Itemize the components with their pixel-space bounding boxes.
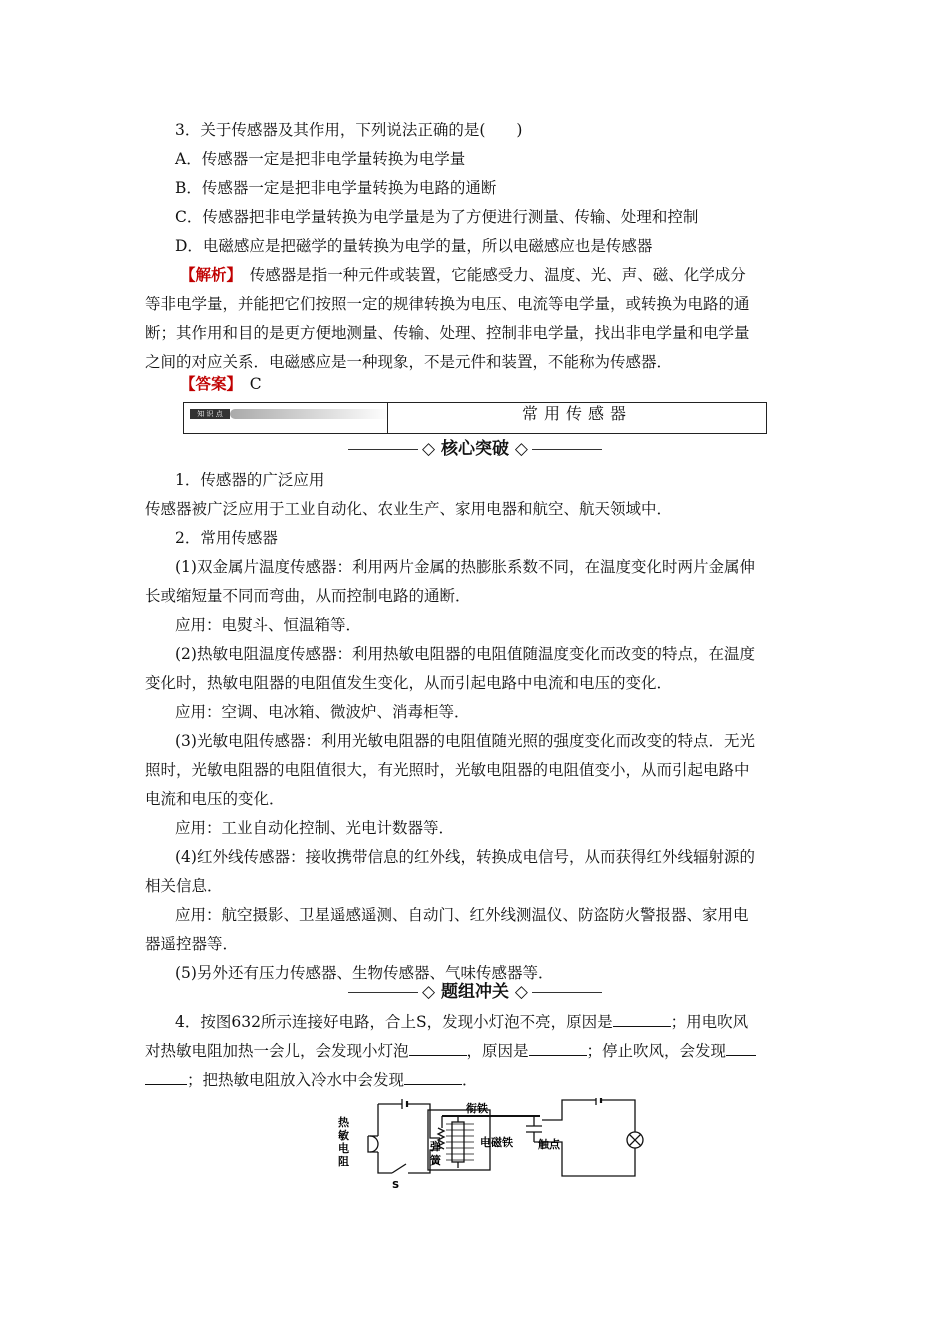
core-line: 相关信息． — [145, 877, 223, 895]
core-line: 照时，光敏电阻器的电阻值很大，有光照时，光敏电阻器的电阻值变小，从而引起电路中 — [145, 761, 750, 779]
label-contact: 触点 — [538, 1138, 560, 1151]
section-title: 核心突破 — [441, 439, 509, 459]
q4-text: ，原因是 — [466, 1042, 529, 1060]
answer-blank[interactable] — [613, 1011, 671, 1027]
core-line: (4)红外线传感器：接收携带信息的红外线，转换成电信号，从而获得红外线辐射源的 — [175, 848, 755, 866]
core-line: (2)热敏电阻温度传感器：利用热敏电阻器的电阻值随温度变化而改变的特点，在温度 — [175, 645, 755, 663]
q3-option-b: B．传感器一定是把非电学量转换为电路的通断 — [175, 179, 497, 197]
q4-text: 4．按图632所示连接好电路，合上S，发现小灯泡不亮，原因是 — [175, 1013, 613, 1031]
core-line: 传感器被广泛应用于工业自动化、农业生产、家用电器和航空、航天领域中． — [145, 500, 673, 518]
box-gap-left — [184, 431, 302, 433]
core-line: 应用：航空摄影、卫星遥感遥测、自动门、红外线测温仪、防盗防火警报器、家用电 — [175, 906, 749, 924]
label-thermistor-4: 阻 — [338, 1155, 349, 1168]
q3-analysis-line-2: 等非电学量，并能把它们按照一定的规律转换为电压、电流等电学量，或转换为电路的通 — [145, 295, 750, 313]
label-spring-1: 弹 — [430, 1140, 441, 1153]
label-thermistor-3: 电 — [338, 1142, 349, 1155]
analysis-label: 【解析】 — [180, 266, 235, 284]
core-line: 电流和电压的变化． — [145, 790, 285, 808]
header-rule-left — [348, 992, 418, 993]
q4-line-3 — [145, 1066, 805, 1095]
q4-text: ；停止吹风，会发现 — [586, 1042, 727, 1060]
q3-stem: 3．关于传感器及其作用，下列说法正确的是( ) — [175, 121, 523, 139]
core-line: (1)双金属片温度传感器：利用两片金属的热膨胀系数不同，在温度变化时两片金属伸 — [175, 558, 755, 576]
answer-blank[interactable] — [409, 1040, 467, 1056]
q3-option-d: D．电磁感应是把磁学的量转换为电学的量，所以电磁感应也是传感器 — [175, 237, 653, 255]
core-line: (5)另外还有压力传感器、生物传感器、气味传感器等． — [175, 964, 554, 982]
core-line: 器遥控器等． — [145, 935, 239, 953]
q3-analysis-line-1 — [180, 261, 840, 290]
knowledge-title: 常用传感器 — [521, 404, 632, 423]
header-rule-right — [532, 449, 602, 450]
circuit-diagram — [330, 1098, 660, 1190]
label-thermistor-1: 热 — [338, 1116, 349, 1129]
knowledge-point-box — [183, 402, 767, 434]
answer-blank[interactable] — [726, 1040, 756, 1056]
answer-value: C — [249, 375, 262, 393]
q3-analysis-line-4: 之间的对应关系．电磁感应是一种现象，不是元件和装置，不能称为传感器． — [145, 353, 673, 371]
q3-option-a: A．传感器一定是把非电学量转换为电学量 — [175, 150, 466, 168]
core-line: 长或缩短量不同而弯曲，从而控制电路的通断． — [145, 587, 471, 605]
tag-decoration — [230, 409, 390, 419]
section-header-practice: ◇ 题组冲关 ◇ — [145, 978, 805, 1006]
q4-text: 对热敏电阻加热一会儿，会发现小灯泡 — [145, 1042, 409, 1060]
label-switch: S — [392, 1180, 400, 1190]
core-line: 2．常用传感器 — [175, 529, 278, 547]
core-line: 应用：工业自动化控制、光电计数器等． — [175, 819, 455, 837]
analysis-text: 传感器是指一种元件或装置，它能感受力、温度、光、声、磁、化学成分 — [249, 266, 746, 284]
q4-line-2 — [145, 1037, 805, 1066]
core-line: 1．传感器的广泛应用 — [175, 471, 325, 489]
label-spring-2: 簧 — [430, 1154, 441, 1167]
answer-blank[interactable] — [529, 1040, 587, 1056]
core-line: 应用：电熨斗、恒温箱等． — [175, 616, 362, 634]
box-gap-right — [686, 431, 766, 433]
label-thermistor-2: 敏 — [338, 1129, 349, 1142]
q4-text: ． — [462, 1071, 478, 1089]
label-electromagnet: 电磁铁 — [480, 1136, 513, 1149]
core-line: 变化时，热敏电阻器的电阻值发生变化，从而引起电路中电流和电压的变化． — [145, 674, 673, 692]
label-armature: 衔铁 — [466, 1102, 488, 1115]
q4-line-1 — [175, 1008, 805, 1037]
q4-text: ；用电吹风 — [670, 1013, 749, 1031]
answer-label: 【答案】 — [180, 375, 235, 393]
answer-blank[interactable] — [404, 1069, 462, 1085]
knowledge-tag: 知 识 点 — [190, 409, 230, 419]
section-header-core: ◇ 核心突破 ◇ — [145, 435, 805, 463]
q3-analysis-line-3: 断；其作用和目的是更方便地测量、传输、处理、控制非电学量，找出非电学量和电学量 — [145, 324, 750, 342]
q3-option-c: C．传感器把非电学量转换为电学量是为了方便进行测量、传输、处理和控制 — [175, 208, 699, 226]
answer-blank-continued[interactable] — [145, 1069, 187, 1085]
section-title: 题组冲关 — [441, 982, 509, 1002]
q3-answer — [180, 370, 840, 399]
q4-text: ；把热敏电阻放入冷水中会发现 — [187, 1071, 405, 1089]
core-line: (3)光敏电阻传感器：利用光敏电阻器的电阻值随光照的强度变化而改变的特点．无光 — [175, 732, 755, 750]
header-rule-left — [348, 449, 418, 450]
header-rule-right — [532, 992, 602, 993]
core-line: 应用：空调、电冰箱、微波炉、消毒柜等． — [175, 703, 470, 721]
